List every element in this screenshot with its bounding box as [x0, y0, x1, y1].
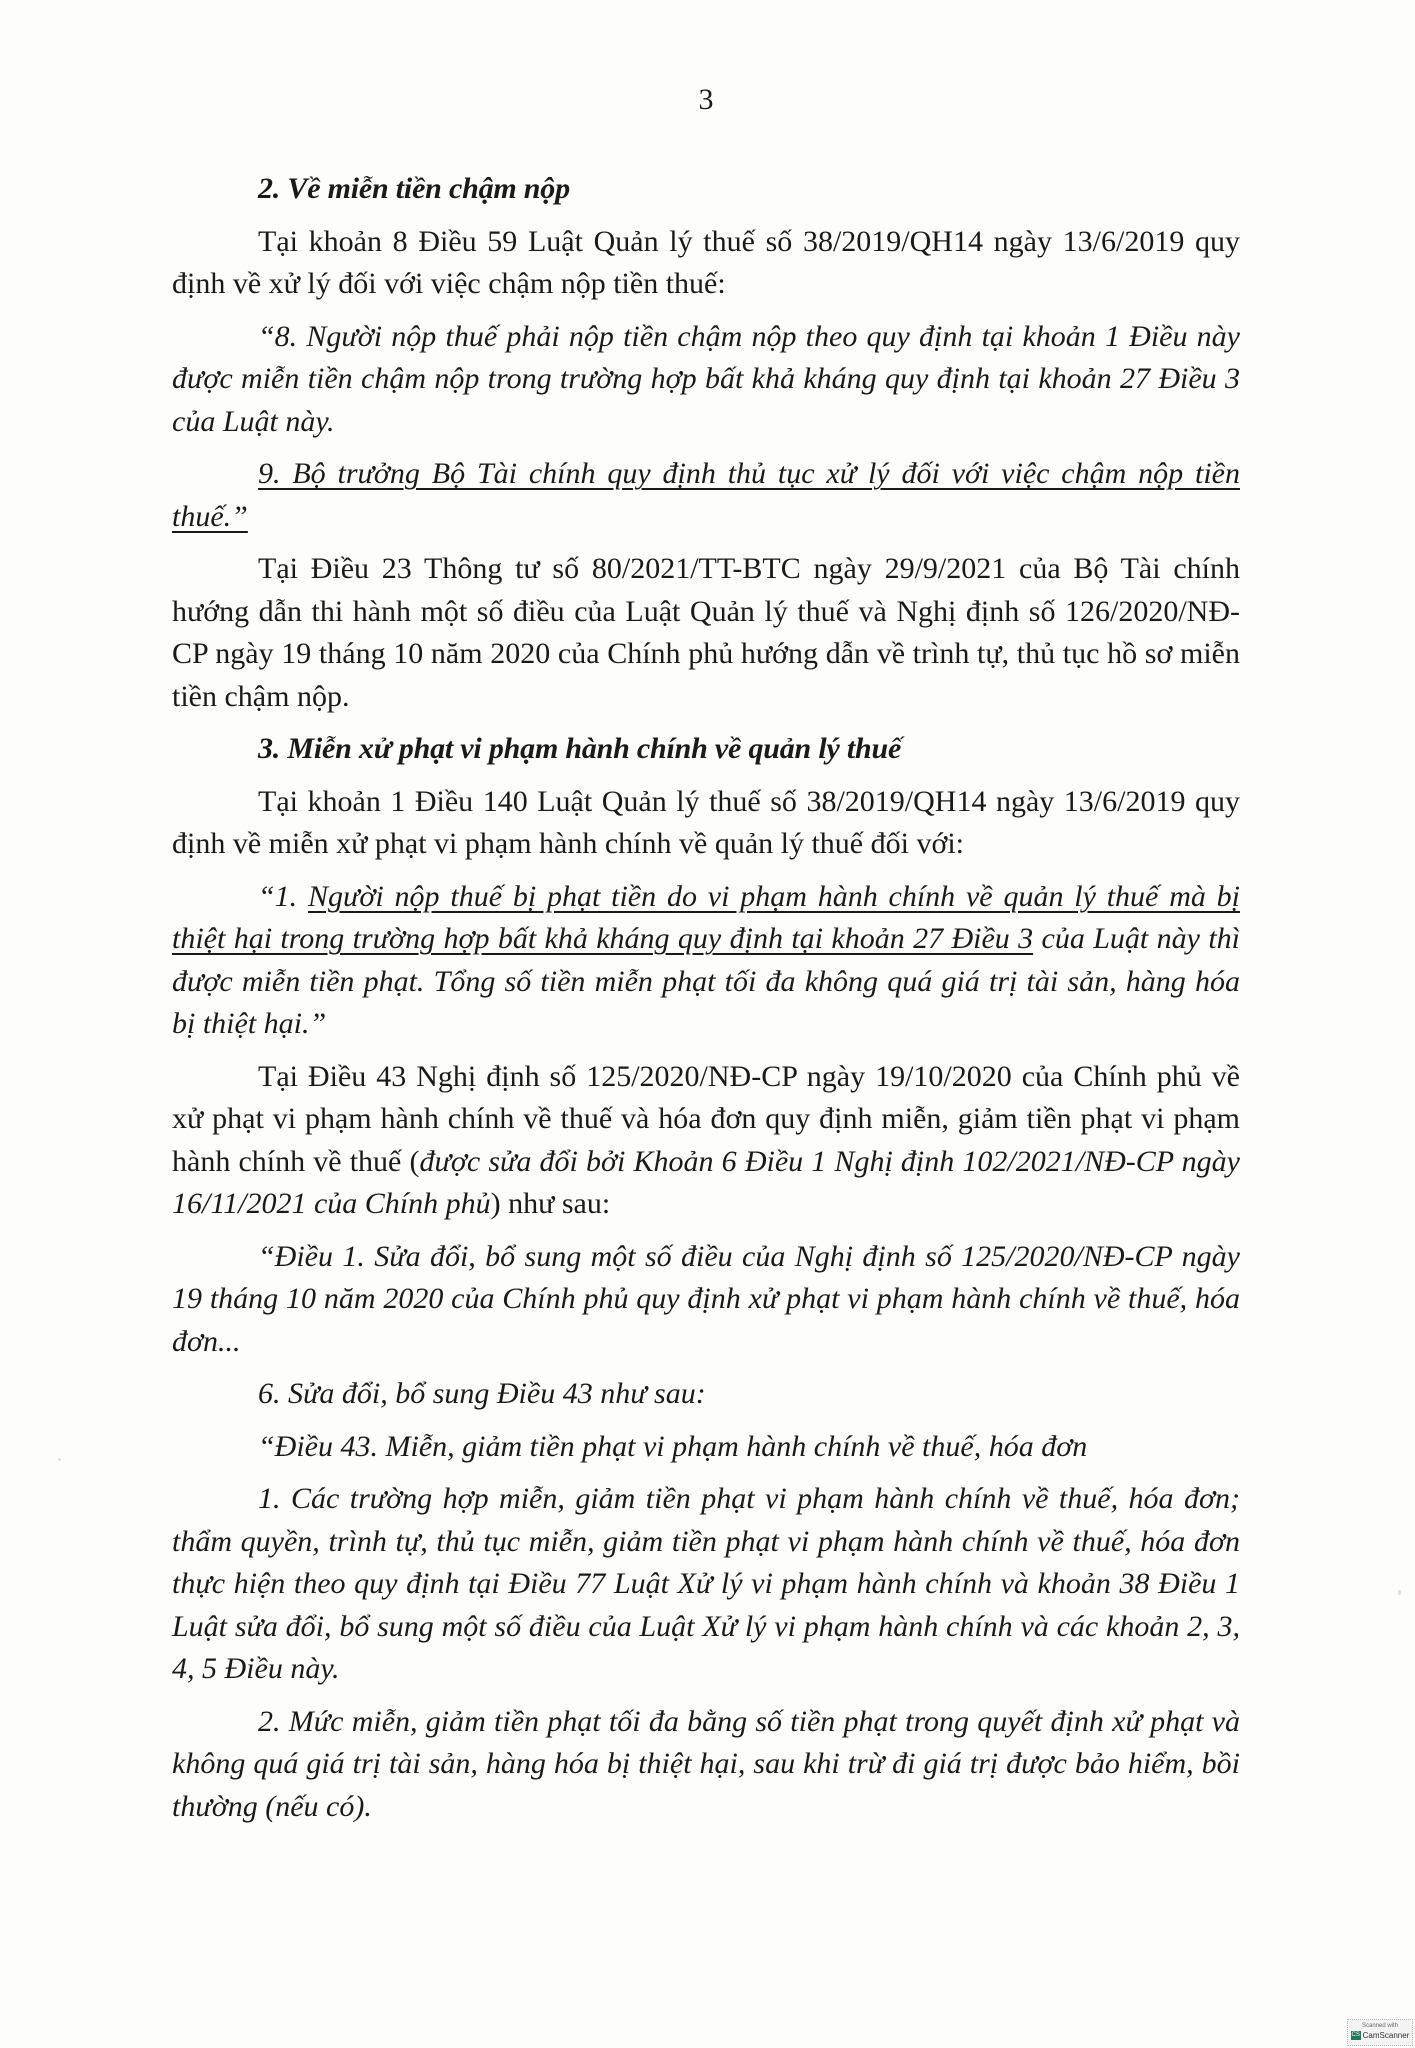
page-number: 3: [698, 83, 714, 116]
section-2-quote-clause-9: [172, 453, 1240, 538]
camscanner-logo-icon: CS: [1351, 2032, 1360, 2039]
section-3-paragraph-1: Tại khoản 1 Điều 140 Luật Quản lý thuế số 38/2019/QH14 ngày 13/6/2019 quy định về miễn xử phạt vi phạm hành chính về quản lý thuế đối với:: [172, 784, 1240, 860]
section-2-quote-clause-8: “8. Người nộp thuế phải nộp tiền chậm nộp theo quy định tại khoản 1 Điều này được miễn tiền chậm nộp trong trường hợp bất khả kháng quy định tại khoản 27 Điều 3 của Luật này.: [172, 319, 1240, 438]
article-43-clause-1: 1. Các trường hợp miễn, giảm tiền phạt vi phạm hành chính về thuế, hóa đơn; thẩm quyền, trình tự, thủ tục miễn, giảm tiền phạt vi phạm hành chính về thuế, hóa đơn thực hiện theo quy định tại Điều 77 Luật Xử lý vi phạm hành chính và khoản 38 Điều 1 Luật sửa đổi, bổ sung một số điều của Luật Xử lý vi phạm hành chính và các khoản 2, 3, 4, 5 Điều này.: [172, 1482, 1240, 1685]
watermark-brand: CamScanner: [1362, 2031, 1410, 2040]
scan-speck: [58, 1458, 61, 1461]
camscanner-watermark: [1347, 2019, 1413, 2046]
clause-9-underlined-text: 9. Bộ trưởng Bộ Tài chính quy định thủ tục xử lý đối với việc chậm nộp tiền thuế.”: [172, 457, 1240, 533]
section-3-paragraph-2: [172, 1056, 1240, 1226]
section-2-paragraph-1: Tại khoản 8 Điều 59 Luật Quản lý thuế số 38/2019/QH14 ngày 13/6/2019 quy định về xử lý đối với việc chậm nộp tiền thuế:: [172, 224, 1240, 300]
section-3-heading: 3. Miễn xử phạt vi phạm hành chính về quản lý thuế: [258, 732, 902, 765]
quote-article-1: “Điều 1. Sửa đổi, bổ sung một số điều của Nghị định số 125/2020/NĐ-CP ngày 19 tháng 10 năm 2020 của Chính phủ quy định xử phạt vi phạm hành chính về thuế, hóa đơn...: [172, 1239, 1240, 1358]
watermark-line-2: [1348, 2030, 1412, 2041]
section-3-quote-clause-1: [172, 876, 1240, 1046]
document-body: [172, 168, 1240, 1828]
article-43-title: “Điều 43. Miễn, giảm tiền phạt vi phạm hành chính về thuế, hóa đơn: [258, 1429, 1088, 1463]
paragraph-2-start: Tại Điều 43 Nghị định số 125/2020/NĐ-CP ngày 19/10/2020 của Chính phủ về xử phạt vi phạm hành chính về thuế và hóa đơn quy định miễn, giảm tiền phạt vi phạm hành chính về thuế (: [172, 1059, 1240, 1178]
section-2-paragraph-2: Tại Điều 23 Thông tư số 80/2021/TT-BTC ngày 29/9/2021 của Bộ Tài chính hướng dẫn thi hành một số điều của Luật Quản lý thuế và Nghị định số 126/2020/NĐ-CP ngày 19 tháng 10 năm 2020 của Chính phủ hướng dẫn về trình tự, thủ tục hồ sơ miễn tiền chậm nộp.: [172, 552, 1240, 713]
section-2-heading: 2. Về miễn tiền chậm nộp: [258, 172, 570, 205]
quote-1-underlined-text: Người nộp thuế bị phạt tiền do vi phạm hành chính về quản lý thuế mà bị thiệt hại trong trường hợp bất khả kháng quy định tại khoản 27 Điều 3: [172, 879, 1241, 955]
amendment-item-6: 6. Sửa đổi, bổ sung Điều 43 như sau:: [258, 1377, 706, 1410]
quote-1-rest: của Luật này thì được miễn tiền phạt. Tổng số tiền miễn phạt tối đa không quá giá trị tài sản, hàng hóa bị thiệt hại.”: [172, 922, 1240, 1040]
scan-speck: [1398, 1590, 1401, 1595]
quote-1-prefix: “1.: [258, 879, 309, 913]
article-43-clause-2: 2. Mức miễn, giảm tiền phạt tối đa bằng số tiền phạt trong quyết định xử phạt và không quá giá trị tài sản, hàng hóa bị thiệt hại, sau khi trừ đi giá trị được bảo hiểm, bồi thường (nếu có).: [172, 1704, 1240, 1823]
paragraph-2-amendment-note: được sửa đổi bởi Khoản 6 Điều 1 Nghị định 102/2021/NĐ-CP ngày 16/11/2021 của Chính phủ: [172, 1144, 1240, 1220]
paragraph-2-end: ) như sau:: [490, 1187, 611, 1220]
watermark-line-1: Scanned with: [1361, 2023, 1399, 2029]
